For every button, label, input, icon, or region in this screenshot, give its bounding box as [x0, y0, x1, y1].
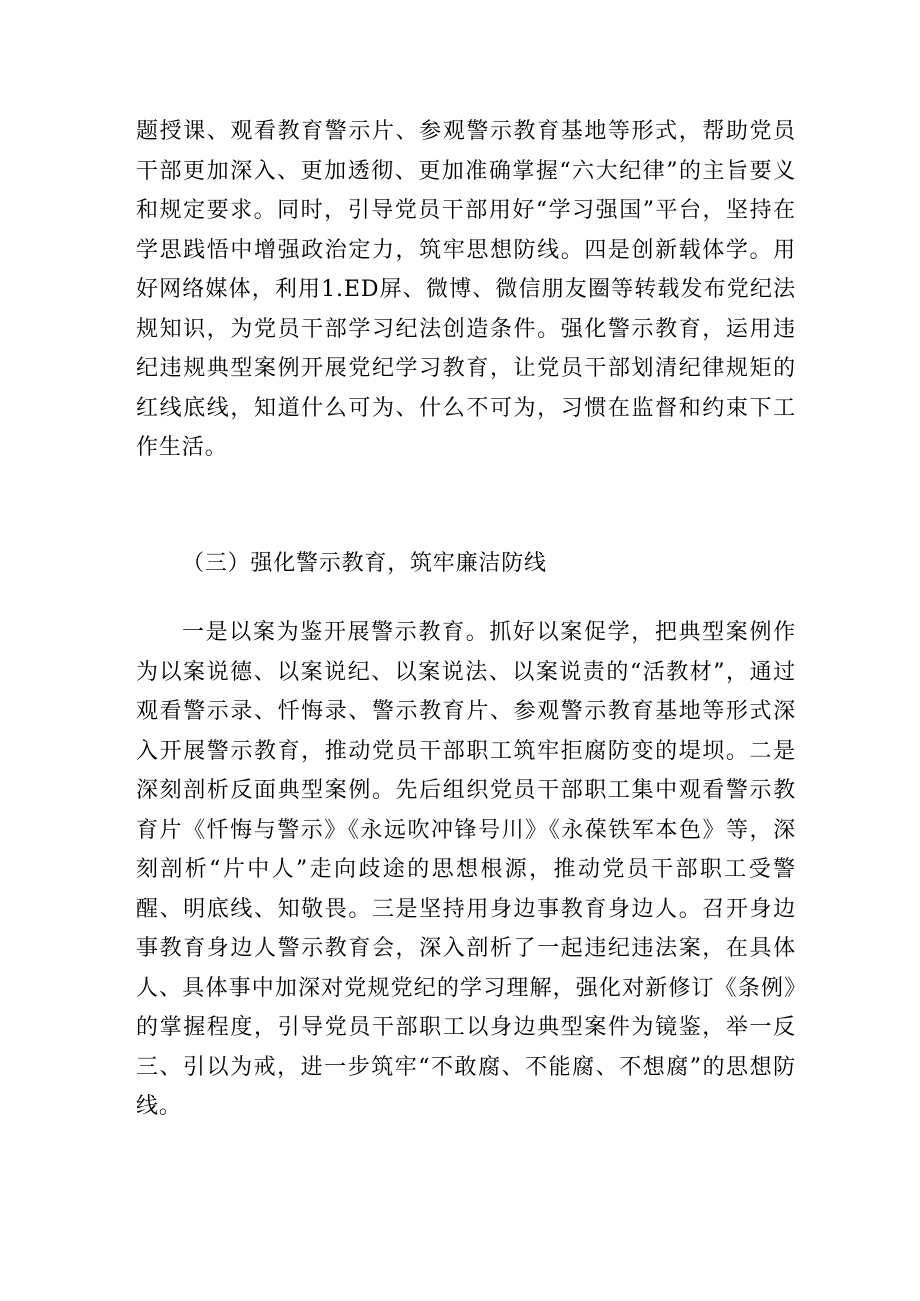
- section-heading: （三）强化警示教育，筑牢廉洁防线: [182, 551, 547, 576]
- body-paragraph-1: 题授课、观看教育警示片、参观警示教育基地等形式，帮助党员干部更加深入、更加透彻、更加准确掌握“六大纪律”的主旨要义和规定要求。同时，引导党员干部用好“学习强国”平台，坚持在学思践悟中增强政治定力，筑牢思想防线。四是创新载体学。用好网络媒体，利用1.ED屏、微博、微信朋友圈等转载发布党纪法规知识，为党员干部学习纪法创造条件。强化警示教育，运用违纪违规典型案例开展党纪学习教育，让党员干部划清纪律规矩的红线底线，知道什么可为、什么不可为，习惯在监督和约束下工作生活。: [136, 119, 796, 460]
- body-paragraph-2: 一是以案为鉴开展警示教育。抓好以案促学，把典型案例作为以案说德、以案说纪、以案说法、以案说责的“活教材”，通过观看警示录、忏悔录、警示教育片、参观警示教育基地等形式深入开展警示教育，推动党员干部职工筑牢拒腐防变的堤坝。二是深刻剖析反面典型案例。先后组织党员干部职工集中观看警示教育片《忏悔与警示》《永远吹冲锋号川》《永葆铁军本色》等，深刻剖析“片中人”走向歧途的思想根源，推动党员干部职工受警醒、明底线、知敬畏。三是坚持用身边事教育身边人。召开身边事教育身边人警示教育会，深入剖析了一起违纪违法案，在具体人、具体事中加深对党规党纪的学习理解，强化对新修订《条例》的掌握程度，引导党员干部职工以身边典型案件为镜鉴，举一反三、引以为戒，进一步筑牢“不敢腐、不能腐、不想腐”的思想防线。: [136, 620, 796, 1119]
